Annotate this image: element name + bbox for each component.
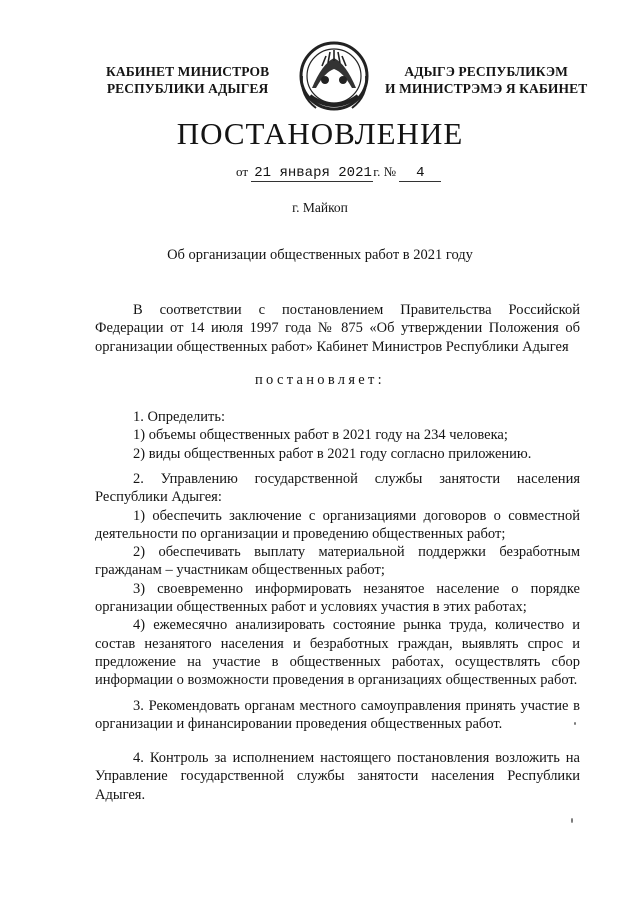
header-left (106, 63, 269, 97)
header-right (385, 63, 587, 97)
adygea-coat-of-arms-icon (292, 36, 376, 120)
section-2-head: 2. Управлению государственной службы занятости населения Республики Адыгея: (95, 471, 580, 506)
section-4: 4. Контроль за исполнением настоящего постановления возложить на Управление государственной службы занятости населения Республики Адыгея. (95, 750, 580, 803)
scan-speck (571, 818, 573, 823)
section-3: 3. Рекомендовать органам местного самоуправления принять участие в организации и финансировании проведения общественных работ. (95, 698, 580, 733)
section-2-item-4: 4) ежемесячно анализировать состояние рынка труда, количество и состав незанятого населения и безработных граждан, выявлять спрос и предложение на участие в общественных работах, осуществлять сбор информации о возможности проведения в организациях общественных работ. (95, 617, 580, 689)
section-1-item-1: 1) объемы общественных работ в 2021 году на 234 человека; (133, 427, 508, 444)
section-1 (95, 408, 580, 463)
section-2-item-1: 1) обеспечить заключение с организациями договоров о совместной деятельности по организации и проведению общественных работ; (95, 507, 580, 542)
dateline-prefix: от (236, 164, 249, 179)
section-2-item-3: 3) своевременно информировать незанятое население о порядке организации общественных работ и условиях участия в этих работах; (95, 580, 580, 616)
intro-paragraph: В соответствии с постановлением Правительства Российской Федерации от 14 июля 1997 года № 875 «Об утверждении Положения об организации общественных работ» Кабинет Министров Республики Адыгея (95, 302, 580, 355)
header-left-line-1: КАБИНЕТ МИНИСТРОВ (106, 64, 270, 79)
section-1-head: 1. Определить: (133, 409, 226, 425)
header-right-line-1: АДЫГЭ РЕСПУБЛИКЭМ (404, 64, 568, 79)
section-2-item-2: 2) обеспечивать выплату материальной поддержки безработным гражданам – участникам общественных работ; (95, 544, 580, 579)
dateline (236, 164, 441, 182)
number-label: № (383, 164, 397, 179)
section-2 (95, 470, 580, 690)
date-field: 21 января 2021 (251, 165, 373, 182)
scan-speck (574, 722, 576, 725)
header-right-line-2: И МИНИСТРЭМЭ Я КАБИНЕТ (385, 81, 588, 96)
header-left-line-2: РЕСПУБЛИКИ АДЫГЕЯ (106, 81, 269, 96)
section-1-item-2: 2) виды общественных работ в 2021 году согласно приложению. (133, 445, 532, 462)
document-title: ПОСТАНОВЛЕНИЕ (176, 116, 464, 151)
decree-word: постановляет: (254, 372, 386, 388)
city: г. Майкоп (292, 200, 348, 215)
document-subject: Об организации общественных работ в 2021 году (167, 247, 473, 263)
year-suffix: г. (373, 164, 381, 179)
number-field: 4 (399, 165, 441, 182)
